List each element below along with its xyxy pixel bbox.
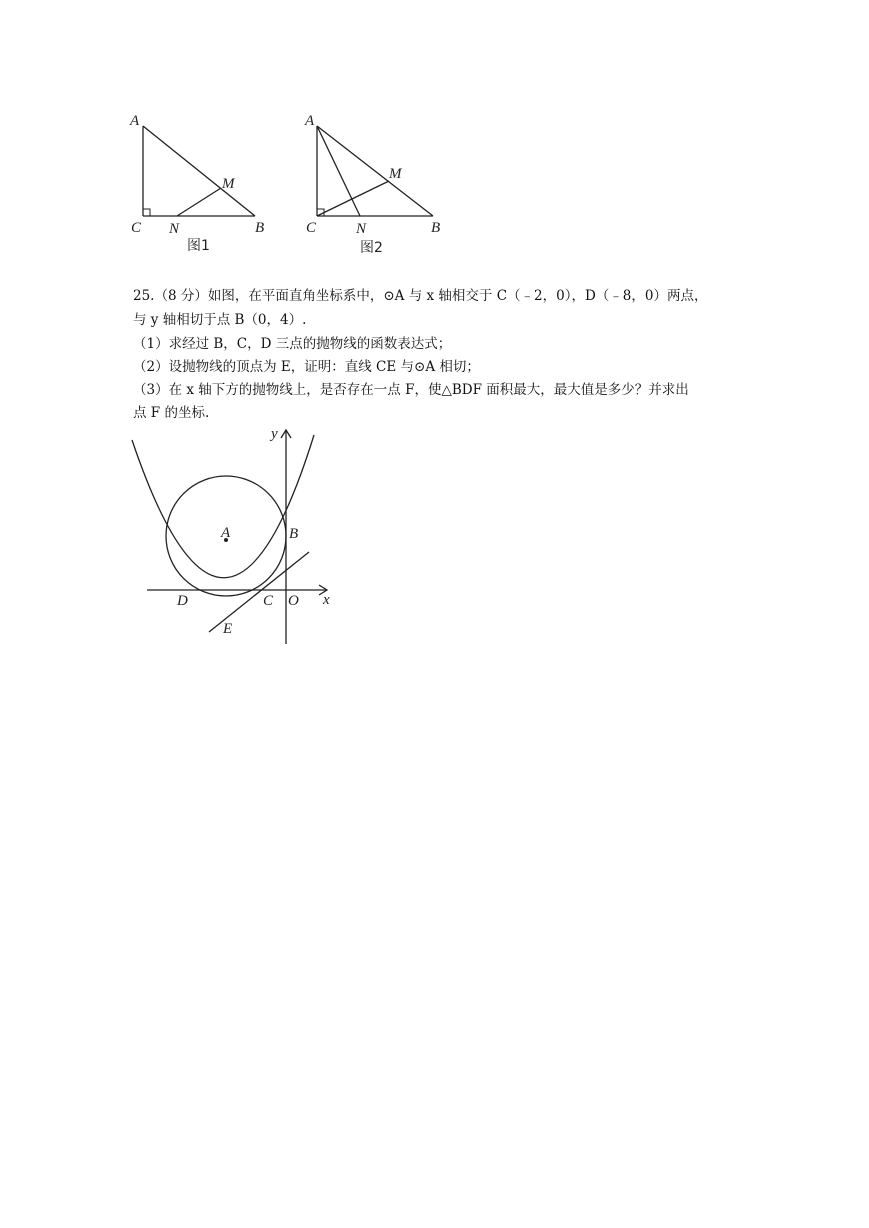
figure-1 — [125, 108, 275, 258]
problem-statement-line2: 与 y 轴相切于点 B（0，4）. — [133, 312, 307, 328]
label-c: C — [306, 220, 317, 236]
label-n: N — [356, 221, 367, 237]
label-e: E — [223, 621, 233, 637]
problem-statement-line1: 25.（8 分）如图，在平面直角坐标系中，⊙A 与 x 轴相交于 C（﹣2，0），D（﹣8，0）两点， — [133, 288, 708, 304]
question-1: （1）求经过 B，C，D 三点的抛物线的函数表达式； — [133, 336, 452, 352]
side-ab — [317, 126, 433, 216]
label-a: A — [305, 113, 315, 129]
label-a: A — [130, 113, 140, 129]
label-d: D — [177, 593, 188, 609]
question-3: （3）在 x 轴下方的抛物线上，是否存在一点 F，使△BDF 面积最大，最大值是多少？并求出 — [133, 382, 689, 398]
label-b: B — [255, 220, 265, 236]
label-c: C — [263, 593, 274, 609]
segment-mn — [177, 188, 221, 216]
question-3-cont: 点 F 的坐标. — [133, 405, 210, 421]
parabola — [132, 435, 314, 578]
label-b: B — [289, 526, 299, 542]
segment-an — [317, 126, 360, 216]
caption-fig2: 图2 — [360, 240, 383, 256]
right-angle-mark — [143, 209, 150, 216]
label-m: M — [222, 176, 235, 192]
label-x: x — [323, 592, 330, 608]
label-m: M — [389, 166, 402, 182]
tangent-line-ce — [209, 552, 309, 632]
caption-fig1: 图1 — [187, 238, 210, 254]
label-b: B — [431, 220, 441, 236]
figure-3 — [125, 420, 340, 648]
segment-cm — [317, 181, 389, 216]
label-o: O — [288, 593, 299, 609]
label-n: N — [169, 221, 180, 237]
label-y: y — [271, 426, 278, 442]
label-a: A — [221, 525, 231, 541]
label-c: C — [131, 220, 142, 236]
figure-2 — [300, 108, 450, 258]
question-2: （2）设抛物线的顶点为 E，证明：直线 CE 与⊙A 相切； — [133, 359, 480, 375]
